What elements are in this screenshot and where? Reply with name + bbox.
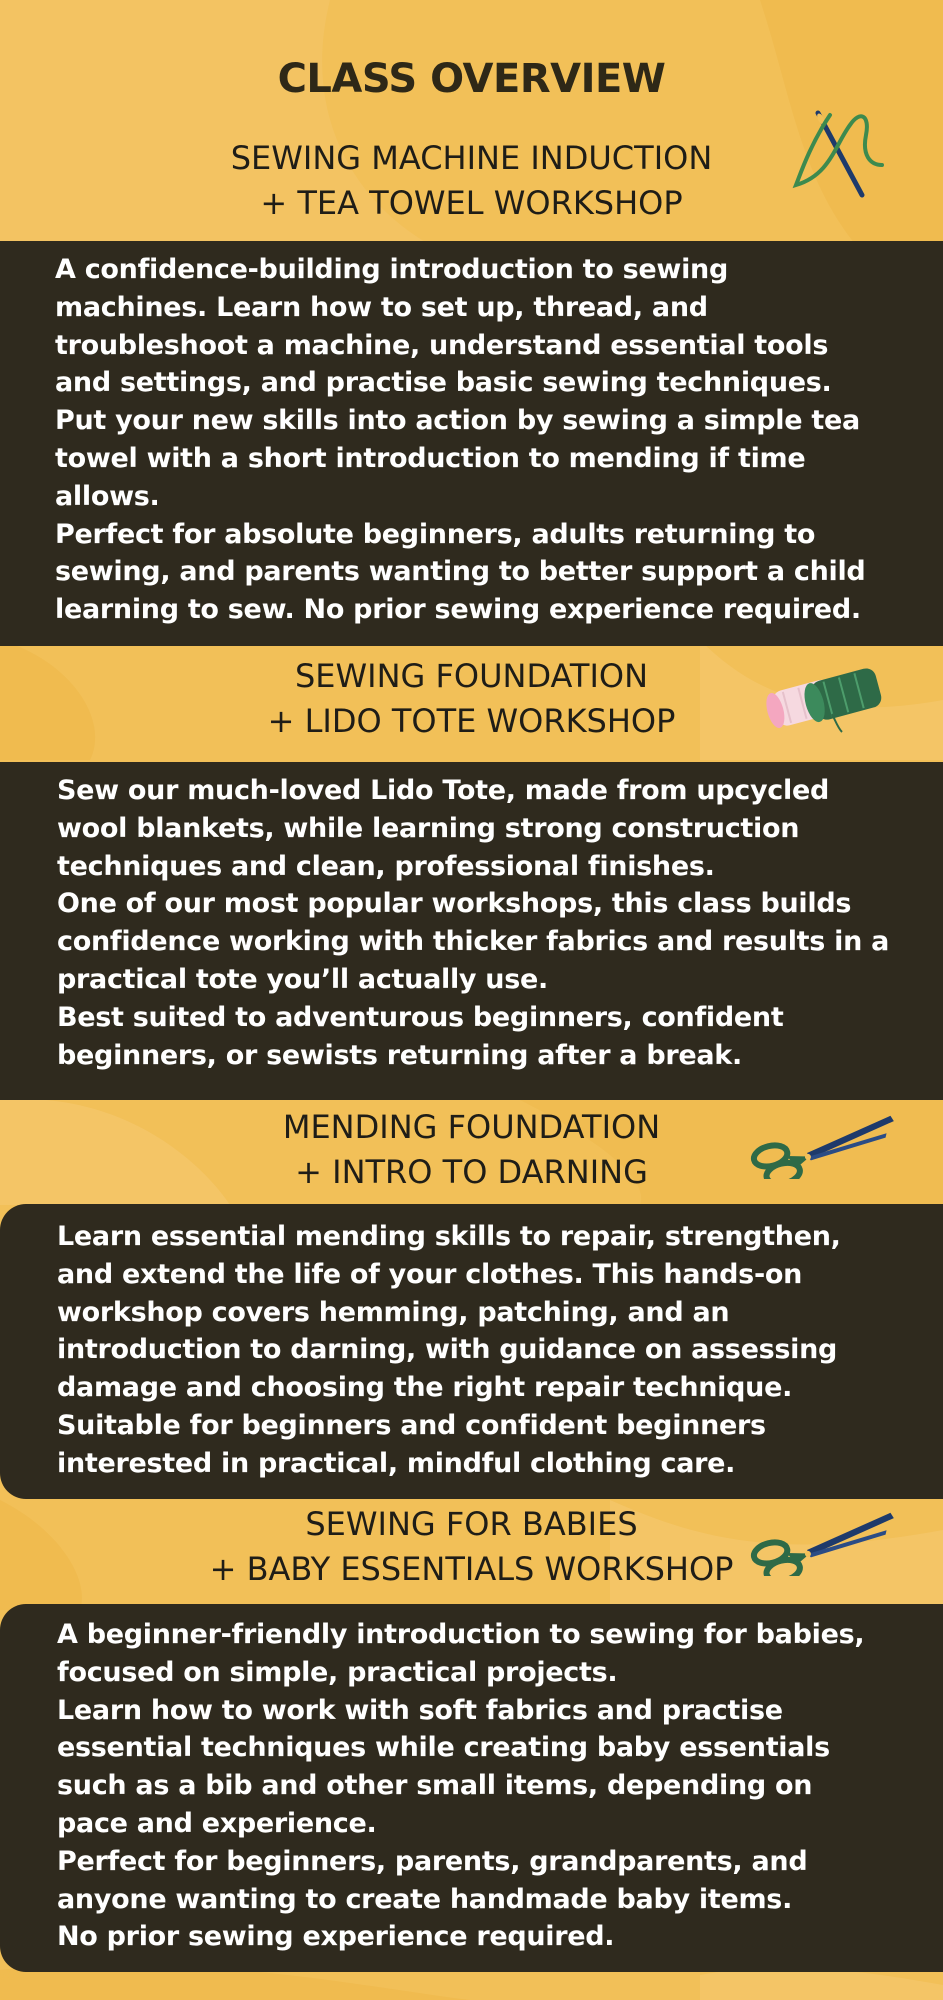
description-line: anyone wanting to create handmade baby items. [57,1883,793,1915]
class-title-line: SEWING FOUNDATION [294,657,649,695]
description-line: A confidence-building introduction to sewing [55,254,728,285]
class-title-line: + INTRO TO DARNING [295,1153,648,1191]
description-line: troubleshoot a machine, understand essential tools [55,329,829,361]
description-line: techniques and clean, professional finishes. [57,850,715,882]
description-line: such as a bib and other small items, depending on [57,1770,813,1802]
description-line: learning to sew. No prior sewing experience required. [55,594,861,626]
class-title-line: + TEA TOWEL WORKSHOP [260,184,683,222]
description-line: introduction to darning, with guidance on assessing [57,1334,838,1366]
description-line: and settings, and practise basic sewing techniques. [55,367,832,399]
class-title-line: MENDING FOUNDATION [282,1108,661,1146]
description-line: practical tote you’ll actually use. [57,963,548,995]
description-line: sewing, and parents wanting to better support a child [55,556,866,588]
class-title-line: + BABY ESSENTIALS WORKSHOP [209,1550,734,1588]
description-line: One of our most popular workshops, this class builds [57,888,852,920]
description-line: Suitable for beginners and confident beginners [57,1409,766,1441]
needle-thread-icon [790,105,890,201]
description-line: Put your new skills into action by sewing a simple tea [55,405,860,437]
description-line: Sew our much-loved Lido Tote, made from upcycled [57,775,830,806]
class-description-panel [0,241,943,646]
description-line: and extend the life of your clothes. This hands-on [57,1258,803,1290]
description-line: Learn how to work with soft fabrics and practise [57,1694,783,1726]
class-description-panel [0,1604,943,1972]
description-line: towel with a short introduction to mending if time [55,442,806,474]
description-line: interested in practical, mindful clothing care. [57,1447,736,1479]
class-title-line: SEWING FOR BABIES [305,1505,638,1543]
description-line: confidence working with thicker fabrics and results in a [57,926,890,958]
page-title: CLASS OVERVIEW [277,56,666,102]
description-line: damage and choosing the right repair technique. [57,1372,793,1404]
scissors-icon [748,1115,898,1179]
scissors-icon [748,1512,898,1576]
description-line: wool blankets, while learning strong construction [57,812,800,844]
class-description-panel [0,1204,943,1499]
description-line: focused on simple, practical projects. [57,1656,618,1688]
description-line: allows. [55,480,160,512]
description-line: beginners, or sewists returning after a break. [57,1039,742,1071]
description-line: A beginner-friendly introduction to sewing for babies, [57,1619,865,1650]
thread-spools-icon [762,656,892,736]
description-line: essential techniques while creating baby essentials [57,1732,830,1764]
description-line: Perfect for absolute beginners, adults returning to [55,518,816,550]
description-line: workshop covers hemming, patching, and an [57,1296,730,1328]
description-line: Learn essential mending skills to repair, strengthen, [57,1221,841,1252]
class-title-line: SEWING MACHINE INDUCTION [230,139,713,177]
description-line: Perfect for beginners, parents, grandparents, and [57,1845,808,1877]
class-title-line: + LIDO TOTE WORKSHOP [267,702,676,740]
description-line: No prior sewing experience required. [57,1921,615,1953]
description-line: machines. Learn how to set up, thread, and [55,291,708,323]
description-line: Best suited to adventurous beginners, confident [57,1001,784,1033]
class-description-panel [0,762,943,1100]
description-line: pace and experience. [57,1807,377,1839]
